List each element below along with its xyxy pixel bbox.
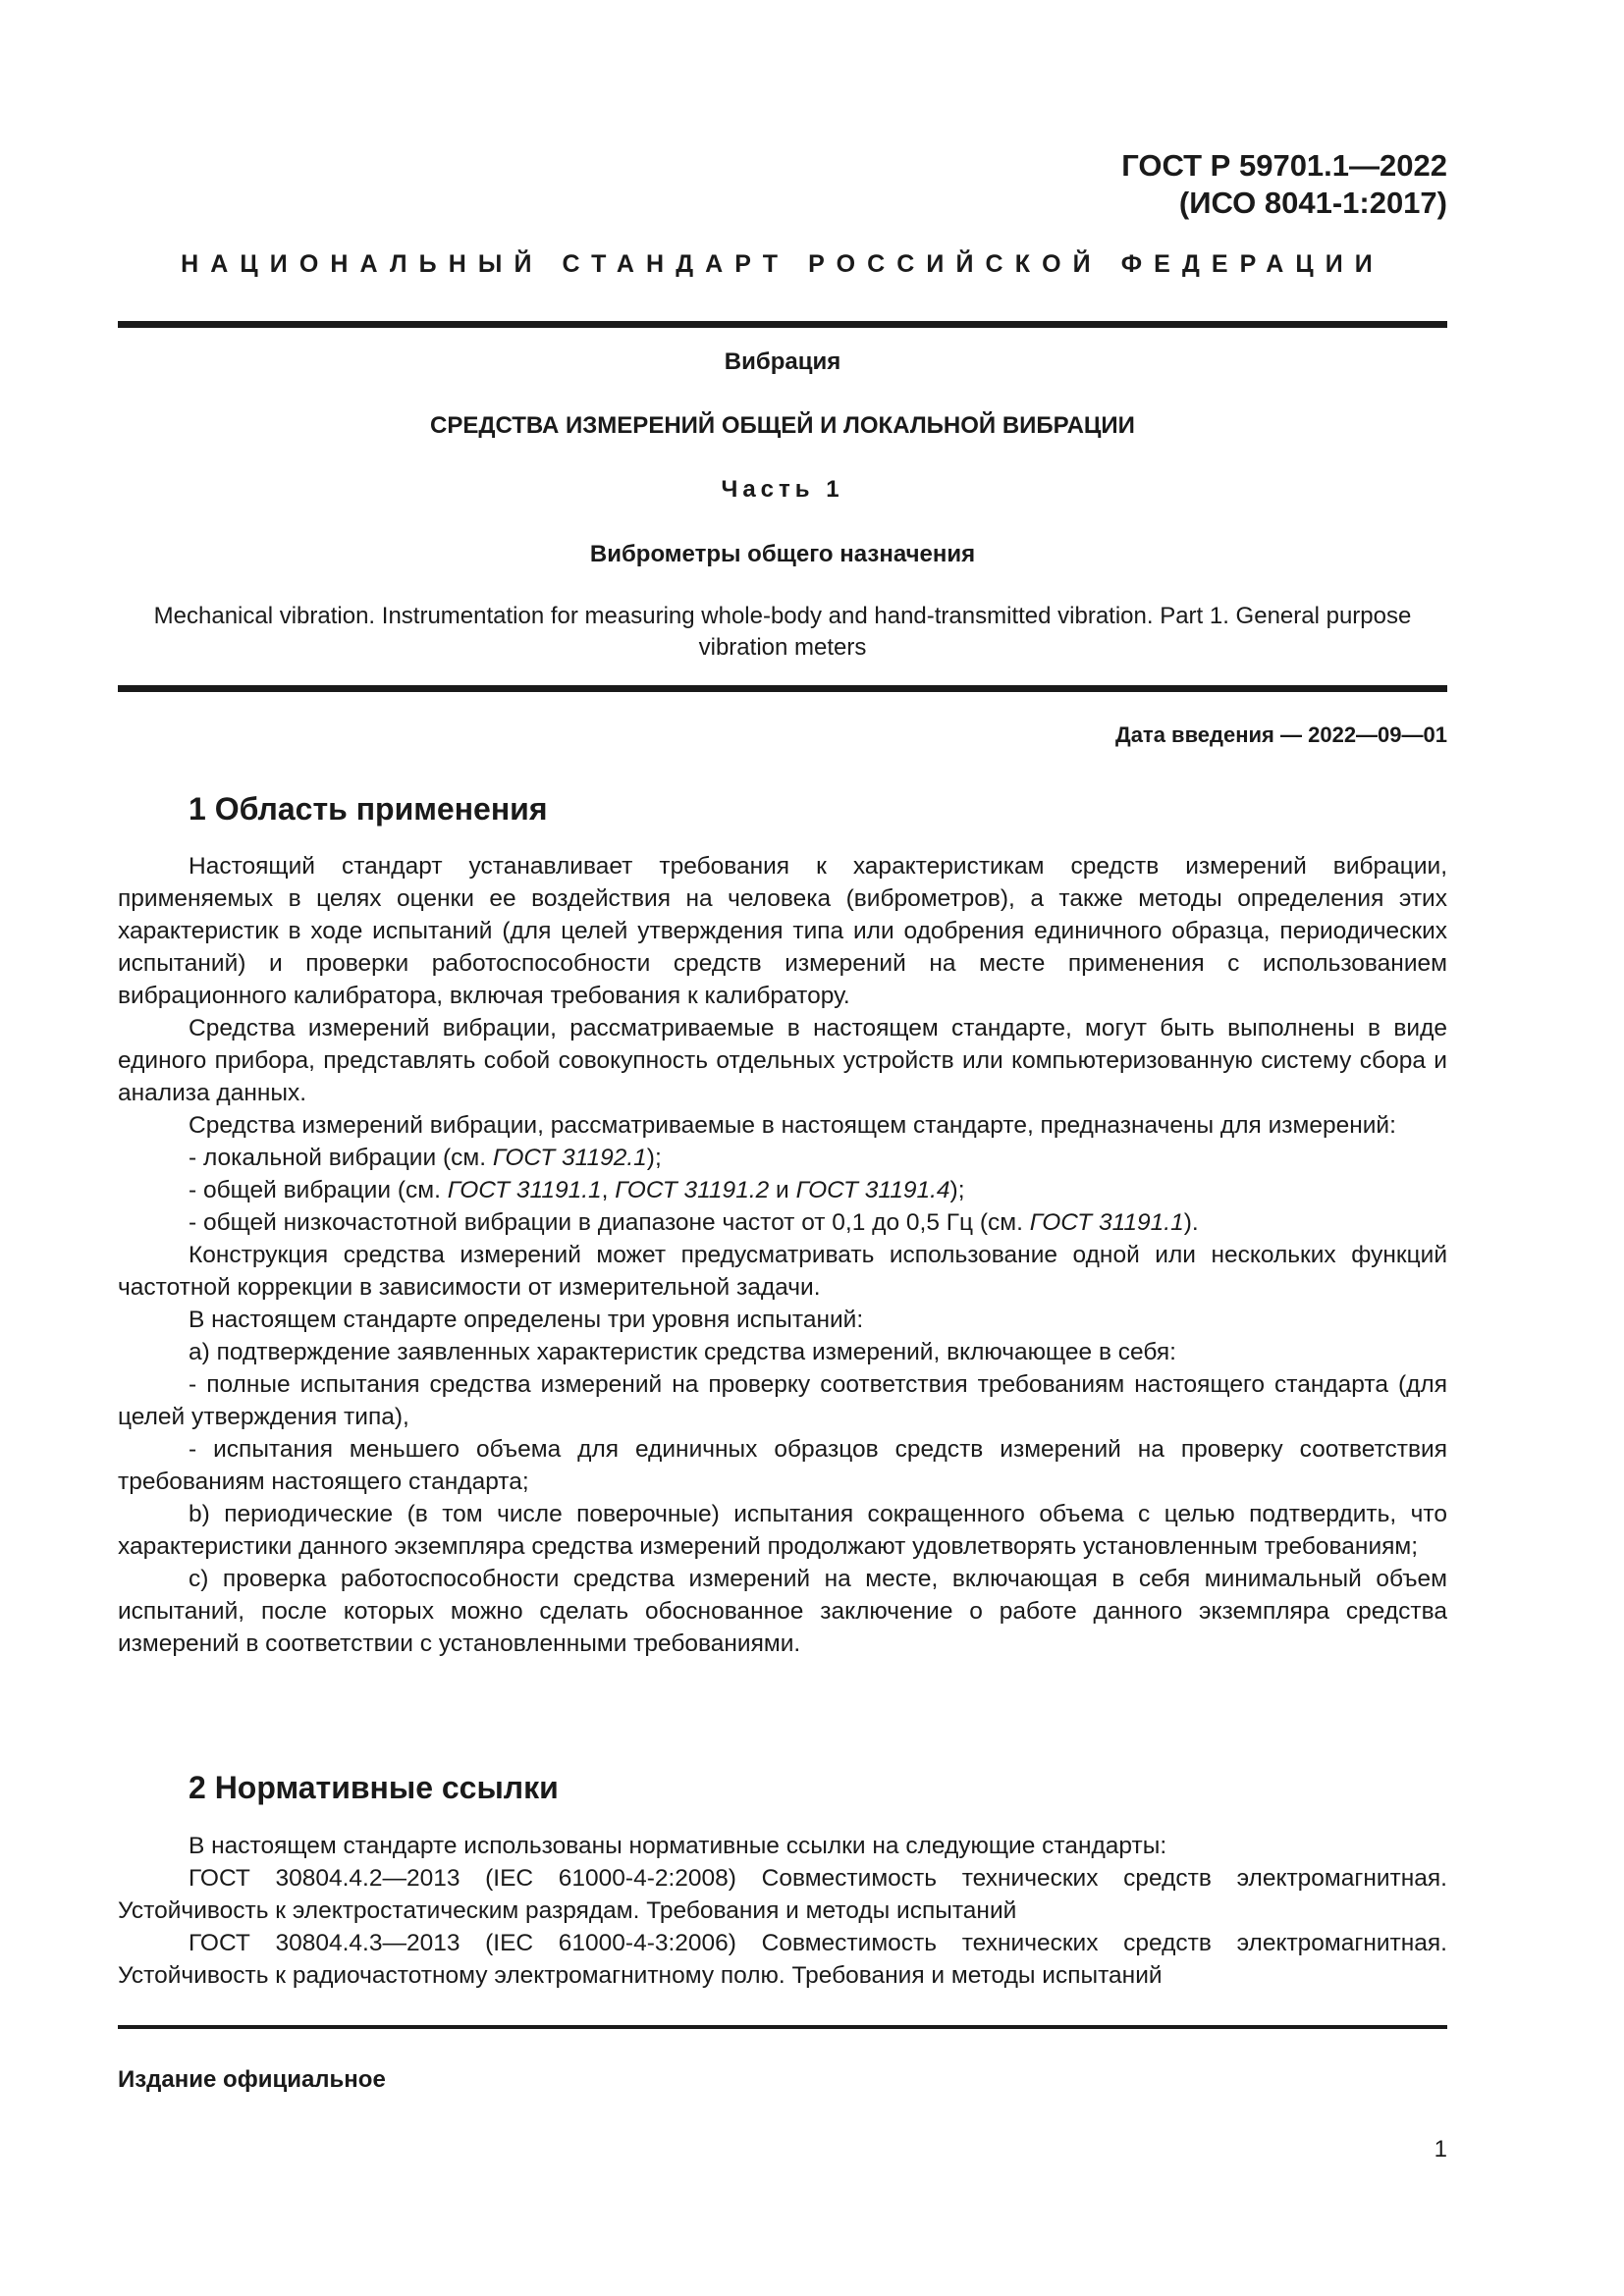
page-number: 1: [1434, 2136, 1447, 2163]
s1-paragraph-7: - полные испытания средства измерений на проверку соответствия требованиям настоящего стандарта (для целей утверждения типа),: [118, 1371, 1447, 1430]
section-1-body: [118, 850, 1447, 1660]
footer-rule: [118, 2025, 1447, 2029]
reference-link: ГОСТ 31191.1: [1029, 1209, 1184, 1236]
s2-paragraph-2: ГОСТ 30804.4.2—2013 (IEC 61000-4-2:2008) Совместимость технических средств электромагнитная. Устойчивость к электростатическим разрядам. Требования и методы испытаний: [118, 1865, 1447, 1924]
document-page: [118, 0, 1447, 2296]
title-main: СРЕДСТВА ИЗМЕРЕНИЙ ОБЩЕЙ И ЛОКАЛЬНОЙ ВИБРАЦИИ: [430, 412, 1135, 439]
s1-paragraph-2: Средства измерений вибрации, рассматриваемые в настоящем стандарте, могут быть выполнены в виде единого прибора, представлять собой совокупность отдельных устройств или компьютеризованную систему сбора и анализа данных.: [118, 1015, 1447, 1106]
standard-code-line2: (ИСО 8041-1:2017): [1178, 186, 1447, 220]
s1-paragraph-9: b) периодические (в том числе поверочные) испытания сокращенного объема с целью подтвердить, что характеристики данного экземпляра средства измерений продолжают удовлетворять установленным требованиям;: [118, 1501, 1447, 1560]
title-part: Часть 1: [721, 476, 844, 503]
reference-link: ГОСТ 31191.2: [615, 1177, 770, 1203]
s1-list-item-3: - общей низкочастотной вибрации в диапазоне частот от 0,1 до 0,5 Гц (см. ГОСТ 31191.1).: [189, 1209, 1199, 1236]
national-standard-banner: НАЦИОНАЛЬНЫЙ СТАНДАРТ РОССИЙСКОЙ ФЕДЕРАЦИИ: [181, 250, 1384, 278]
introduction-date: Дата введения — 2022—09—01: [1115, 722, 1447, 747]
official-edition-label: Издание официальное: [118, 2066, 386, 2093]
top-rule: [118, 321, 1447, 328]
s2-paragraph-1: В настоящем стандарте использованы нормативные ссылки на следующие стандарты:: [189, 1833, 1167, 1859]
reference-link: ГОСТ 31191.4: [795, 1177, 950, 1203]
s1-paragraph-10: c) проверка работоспособности средства измерений на месте, включающая в себя минимальный объем испытаний, после которых можно сделать обоснованное заключение о работе данного экземпляра средства измерений в соответствии с установленными требованиями.: [118, 1566, 1447, 1657]
title-bottom-rule: [118, 685, 1447, 692]
title-subject: Вибрация: [724, 348, 841, 375]
reference-link: ГОСТ 31191.1: [447, 1177, 602, 1203]
section-2-body: [118, 1830, 1447, 1992]
section-2-heading: 2 Нормативные ссылки: [189, 1770, 559, 1805]
s1-paragraph-1: Настоящий стандарт устанавливает требования к характеристикам средств измерений вибрации, применяемых в целях оценки ее воздействия на человека (виброметров), а также методы определения этих характеристик в ходе испытаний (для целей утверждения типа или одобрения единичного образца, периодических испытаний) и проверки работоспособности средств измерений на месте применения с использованием вибрационного калибратора, включая требования к калибратору.: [118, 853, 1447, 1009]
s1-paragraph-5: В настоящем стандарте определены три уровня испытаний:: [189, 1307, 864, 1333]
section-1-heading: 1 Область применения: [189, 791, 548, 827]
s1-paragraph-3: Средства измерений вибрации, рассматриваемые в настоящем стандарте, предназначены для измерений:: [189, 1112, 1396, 1139]
title-part-name: Виброметры общего назначения: [589, 541, 976, 567]
reference-link: ГОСТ 31192.1: [492, 1145, 647, 1171]
standard-code-line1: ГОСТ Р 59701.1—2022: [1121, 148, 1447, 183]
title-english: Mechanical vibration. Instrumentation for measuring whole-body and hand-transmitted vibration. Part 1. General purpose vibration meters: [153, 603, 1412, 661]
s1-paragraph-6: a) подтверждение заявленных характеристик средства измерений, включающее в себя:: [189, 1339, 1176, 1365]
s2-paragraph-3: ГОСТ 30804.4.3—2013 (IEC 61000-4-3:2006) Совместимость технических средств электромагнитная. Устойчивость к радиочастотному электромагнитному полю. Требования и методы испытаний: [118, 1930, 1447, 1989]
s1-list-item-1: - локальной вибрации (см. ГОСТ 31192.1);: [189, 1145, 662, 1171]
s1-paragraph-4: Конструкция средства измерений может предусматривать использование одной или нескольких функций частотной коррекции в зависимости от измерительной задачи.: [118, 1242, 1447, 1301]
s1-list-item-2: - общей вибрации (см. ГОСТ 31191.1, ГОСТ 31191.2 и ГОСТ 31191.4);: [189, 1177, 965, 1203]
standard-code: [1121, 147, 1447, 222]
s1-paragraph-8: - испытания меньшего объема для единичных образцов средств измерений на проверку соответствия требованиям настоящего стандарта;: [118, 1436, 1447, 1495]
